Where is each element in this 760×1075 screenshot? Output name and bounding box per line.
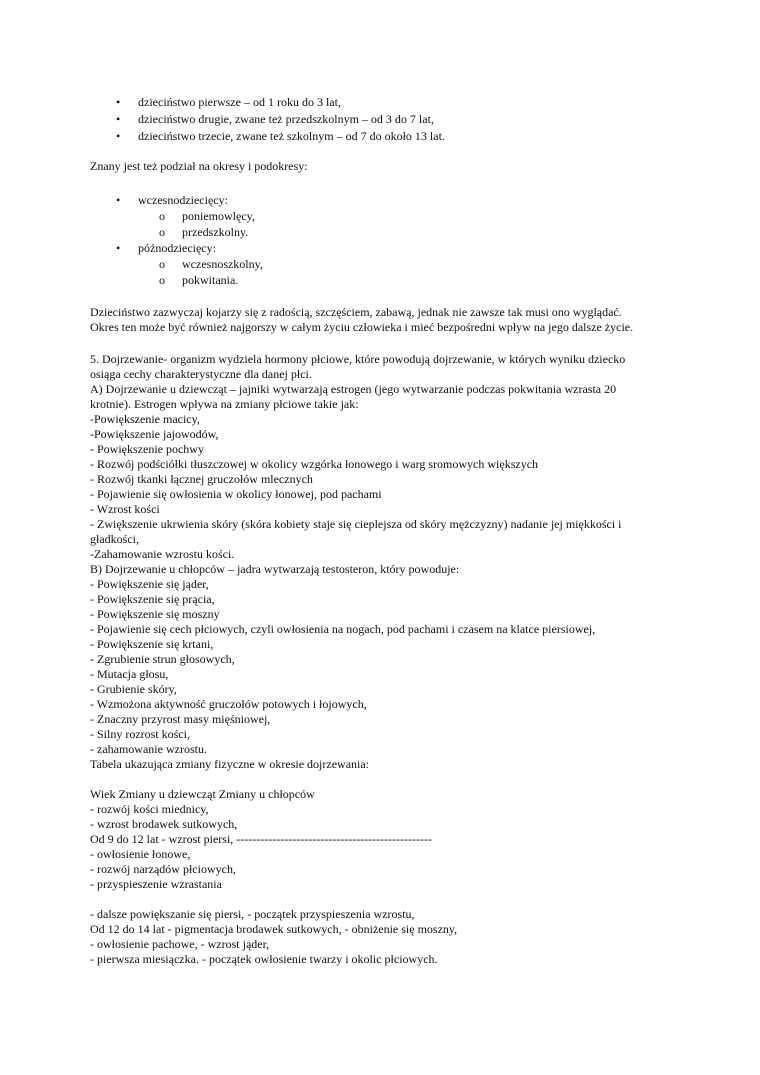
- text-line: - Powiększenie się moszny: [90, 607, 220, 621]
- text-line: -Powiększenie jajowodów,: [90, 427, 219, 441]
- text-line: - Pojawienie się owłosienia w okolicy łonowej, pod pachami: [90, 487, 382, 501]
- text-line: - zahamowanie wzrostu.: [90, 742, 207, 756]
- blank-line: [90, 772, 680, 787]
- text-line: - Powiększenie się jąder,: [90, 577, 209, 591]
- bullet-icon: •: [116, 112, 121, 126]
- intro-text: Znany jest też podział na okresy i podokresy:: [90, 159, 308, 173]
- bullet-icon: •: [116, 193, 121, 207]
- text-line: - pierwsza miesiączka. - początek owłosienie twarzy i okolic płciowych.: [90, 952, 438, 966]
- text-line: Od 9 do 12 lat - wzrost piersi, -------------------------------------------------: [90, 832, 433, 846]
- text-line: - Grubienie skóry,: [90, 682, 177, 696]
- text-line: -Powiększenie macicy,: [90, 412, 200, 426]
- list-item: • dzieciństwo drugie, zwane też przedszkolnym – od 3 do 7 lat,: [116, 112, 434, 126]
- text-line: - Mutacja głosu,: [90, 667, 169, 681]
- list-item: • późnodziecięcy:: [116, 241, 216, 255]
- text-line: - Znaczny przyrost masy mięśniowej,: [90, 712, 271, 726]
- text-line: Wiek Zmiany u dziewcząt Zmiany u chłopców: [90, 787, 315, 801]
- text-line: osiąga cechy charakterystyczne dla danej płci.: [90, 367, 312, 381]
- text-line: - Rozwój tkanki łącznej gruczołów mlecznych: [90, 472, 313, 486]
- text-line: - Pojawienie się cech płciowych, czyli owłosienia na nogach, pod pachami i czasem na klatce piersiowej,: [90, 622, 596, 636]
- circle-bullet-icon: o: [159, 209, 165, 223]
- text-line: 5. Dojrzewanie- organizm wydziela hormony płciowe, które powodują dojrzewanie, w których wyniku dziecko: [90, 352, 626, 366]
- text-line: - przyspieszenie wzrastania: [90, 877, 222, 891]
- subperiods-list: [90, 192, 263, 288]
- circle-bullet-icon: o: [159, 257, 165, 271]
- text-line: gładkości,: [90, 532, 139, 546]
- text-line: A) Dojrzewanie u dziewcząt – jajniki wytwarzają estrogen (jego wytwarzanie podczas pokwitania wzrasta 20: [90, 382, 617, 396]
- list-item: o poniemowlęcy,: [159, 209, 255, 223]
- list-item: o pokwitania.: [159, 273, 239, 287]
- list-item: • dzieciństwo pierwsze – od 1 roku do 3 lat,: [116, 95, 341, 109]
- text-line: - owłosienie łonowe,: [90, 847, 191, 861]
- section-5-maturation: [90, 352, 680, 967]
- text-line: - owłosienie pachowe, - wzrost jąder,: [90, 937, 270, 951]
- text-line: - Zwiększenie ukrwienia skóry (skóra kobiety staje się cieplejsza od skóry mężczyzny) nadanie jej miękkości i: [90, 517, 622, 531]
- childhood-periods-list: [90, 94, 445, 145]
- list-item: o przedszkolny.: [159, 225, 249, 239]
- text-line: Od 12 do 14 lat - pigmentacja brodawek sutkowych, - obniżenie się moszny,: [90, 922, 458, 936]
- text-line: - Wzmożona aktywność gruczołów potowych i łojowych,: [90, 697, 367, 711]
- text-line: - rozwój narządów płciowych,: [90, 862, 236, 876]
- circle-bullet-icon: o: [159, 225, 165, 239]
- childhood-paragraph: [90, 305, 680, 335]
- text-line: - Rozwój podściółki tłuszczowej w okolicy wzgórka łonowego i warg sromowych większych: [90, 457, 539, 471]
- text-line: - wzrost brodawek sutkowych,: [90, 817, 238, 831]
- text-line: - Powiększenie się prącia,: [90, 592, 215, 606]
- bullet-icon: •: [116, 95, 121, 109]
- bullet-icon: •: [116, 241, 121, 255]
- bullet-icon: •: [116, 129, 121, 143]
- list-item: • dzieciństwo trzecie, zwane też szkolnym – od 7 do około 13 lat.: [116, 129, 445, 143]
- list-item: o wczesnoszkolny,: [159, 257, 263, 271]
- text-line: Tabela ukazująca zmiany fizyczne w okresie dojrzewania:: [90, 757, 370, 771]
- text-line: - Silny rozrost kości,: [90, 727, 190, 741]
- text-line: B) Dojrzewanie u chłopców – jadra wytwarzają testosteron, który powoduje:: [90, 562, 460, 576]
- text-line: - Wzrost kości: [90, 502, 160, 516]
- text-line: - rozwój kości miednicy,: [90, 802, 209, 816]
- text-line: - Zgrubienie strun głosowych,: [90, 652, 235, 666]
- text-line: -Zahamowanie wzrostu kości.: [90, 547, 235, 561]
- text-line: - Powiększenie pochwy: [90, 442, 204, 456]
- text-line: - dalsze powiększanie się piersi, - początek przyspieszenia wzrostu,: [90, 907, 415, 921]
- text-line: - Powiększenie się krtani,: [90, 637, 214, 651]
- paragraph-line: Okres ten może być również najgorszy w całym życiu człowieka i mieć bezpośredni wpływ na jego dalsze życie.: [90, 320, 634, 334]
- text-line: krotnie). Estrogen wpływa na zmiany płciowe takie jak:: [90, 397, 359, 411]
- circle-bullet-icon: o: [159, 273, 165, 287]
- list-item: • wczesnodziecięcy:: [116, 193, 228, 207]
- paragraph-line: Dzieciństwo zazwyczaj kojarzy się z radością, szczęściem, zabawą, jednak nie zawsze tak musi ono wyglądać.: [90, 305, 622, 319]
- blank-line: [90, 892, 680, 907]
